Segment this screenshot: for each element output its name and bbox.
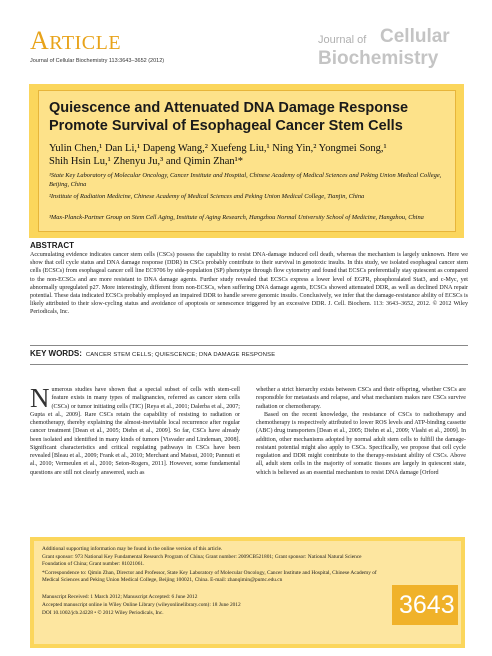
affiliation-1: ¹State Key Laboratory of Molecular Oncology, Cancer Institute and Hospital, Chinese Academy of Medical Sciences and Peking Union Medical College, Beijing, China	[49, 172, 442, 188]
divider	[30, 345, 468, 346]
affiliation-3: ³Max-Planck-Partner Group on Stem Cell Aging, Institute of Aging Research, Hangzhou Normal University School of Medicine, Hangzhou, China	[49, 214, 424, 221]
title-block-inner	[38, 90, 456, 232]
divider	[30, 364, 468, 365]
footer-grant: Grant sponsor: 973 National Key Fundamental Research Program of China; Grant number: 2009CB521801; Grant sponsor: National Natural Science Foundation of China; Grant number: 81021061.	[42, 554, 362, 568]
body-paragraph: whether a strict hierarchy exists between CSCs and their offspring, whether CSCs are responsible for metastasis and relapse, and what mechanism makes rare CSCs survive radiation or chemotherapy.	[256, 387, 466, 410]
journal-logo	[318, 28, 468, 74]
author-line-1: Yulin Chen,¹ Dan Li,¹ Dapeng Wang,² Xuefeng Liu,¹ Ning Yin,² Yongmei Song,¹	[49, 143, 387, 154]
paper-title-line-2: Promote Survival of Esophageal Cancer Stem Cells	[49, 118, 403, 134]
article-label-rest: RTICLE	[49, 32, 122, 54]
body-column-right	[256, 386, 466, 477]
keywords	[30, 349, 275, 358]
page-number: 3643	[399, 591, 455, 619]
footer-block	[30, 537, 465, 648]
author-list	[49, 142, 444, 168]
article-label-initial: A	[30, 26, 50, 55]
journal-logo-of: Journal of	[318, 34, 367, 46]
footer-accepted: Accepted manuscript online in Wiley Online Library (wileyonlinelibrary.com): 18 June 2012	[42, 602, 241, 608]
affiliation-2: ²Institute of Radiation Medicine, Chinese Academy of Medical Sciences and Peking Union Medical College, Tianjin, China	[49, 193, 365, 200]
footer-block-inner	[34, 541, 461, 644]
paper-title-line-1: Quiescence and Attenuated DNA Damage Response	[49, 100, 409, 116]
footer-supporting-info: Additional supporting information may be found in the online version of this article.	[42, 546, 223, 552]
author-line-2: Shih Hsin Lu,¹ Zhenyu Ju,³ and Qimin Zhan¹*	[49, 156, 244, 167]
footer-correspondence: *Correspondence to: Qimin Zhan, Director and Professor, State Key Laboratory of Molecular Oncology, Cancer Institute and Hospital, Chinese Academy of Medical Sciences and Peking Union Medical College, Beijing 100021, China. E-mail: zhanqimin@pumc.edu.cn	[42, 570, 377, 584]
abstract-text: Accumulating evidence indicates cancer stem cells (CSCs) possess the capability to resist DNA-damage induced cell death, whereas the mechanism is largely unknown. Here we show that cell cycle status and DNA damage response (DDR) in CSCs probably contribute to their survival in genotoxic insults. In this study, we isolated esophageal cancer stem cells (ECSCs) from esophageal cancer cell line EC9706 by side-population (SP) phenotype through flow cytometry and found that ECSCs preferentially stay quiescent as compared to the non-ECSCs and are more resistant to DNA damage agents. Further study revealed that ECSCs express a lower level of EGFR, phosphoralated Stat3, and c-Myc, yet abnormally upregulated p27. More interestingly, different from non-ECSCs, when suffering DNA damage agents, ECSCs showed attenuated DDR, as well as declined DNA repair potential. These data indicated ECSCs probably employed an impaired DDR to handle severe genomic insults. Conclusively, we infer that the damage-resistance ability of ECSCs is likely attributed to their slow-cycling status and avoidance of apoptosis or senescence triggered by an excessive DDR. J. Cell. Biochem. 113: 3643–3652, 2012. © 2012 Wiley Periodicals, Inc.	[30, 252, 468, 316]
footer-doi: DOI 10.1002/jcb.24228 • © 2012 Wiley Periodicals, Inc.	[42, 610, 164, 616]
journal-logo-cellular: Cellular	[380, 26, 450, 47]
keywords-heading: KEY WORDS:	[30, 349, 82, 358]
abstract-heading: ABSTRACT	[30, 241, 74, 250]
journal-citation: Journal of Cellular Biochemistry 113:3643–3652 (2012)	[30, 58, 165, 64]
journal-logo-biochemistry: Biochemistry	[318, 48, 439, 69]
footer-received: Manuscript Received: 1 March 2012; Manuscript Accepted: 6 June 2012	[42, 594, 198, 600]
keywords-list: CANCER STEM CELLS; QUIESCENCE; DNA DAMAGE RESPONSE	[85, 352, 276, 358]
article-label	[30, 26, 121, 56]
body-paragraph: Based on the recent knowledge, the resistance of CSCs to radiotherapy and chemotherapy is respectively attributed to lower ROS levels and ATP-binding cassette (ABC) drug transporters [Dean et al., 2005; Diehn et al., 2009; Vlashi et al., 2009]. In addition, other mechanisms adopted by normal adult stem cells to fulfill the damage-resistant potential might also apply to CSCs. Specifically, we propose that cell cycle regulation and DDR might contribute to the therapy-resistant ability of CSCs. Above all, adult stem cells in the majority of somatic tissues are largely in quiescent state, which is believed as an essential mechanism to resist DNA damage [Orford	[256, 411, 466, 476]
paper-title	[49, 99, 429, 135]
title-block	[29, 84, 464, 238]
body-column-left	[30, 383, 240, 477]
drop-cap: N	[30, 383, 50, 413]
body-paragraph: umerous studies have shown that a special subset of cells with stem-cell feature exists in many types of malignancies, referred as cancer stem cells (CSCs) or tumor initiating cells (TIC) [Reya et al., 2001; Dalerba et al., 2007; Gupta et al., 2009]. Rare CSCs retain the capability of resisting to radiation or chemotherapy, thereby explaining the almost-inevitable local recurrence after regular cancer treatment [Dean et al., 2005; Diehn et al., 2009]. So far, CSCs have already been isolated and identified in many kinds of tumors [Visvader and Lindeman, 2008]. Significant characteristics and critical regulating pathways in CSCs have been revealed [Bleau et al., 2009; Frank et al., 2010; Merchant and Matsui, 2010; Pannuti et al., 2010; Vermeulen et al., 2010; Seton-Rogers, 2011]. However, some fundamental questions are still not clearly answered, such as	[30, 387, 240, 476]
